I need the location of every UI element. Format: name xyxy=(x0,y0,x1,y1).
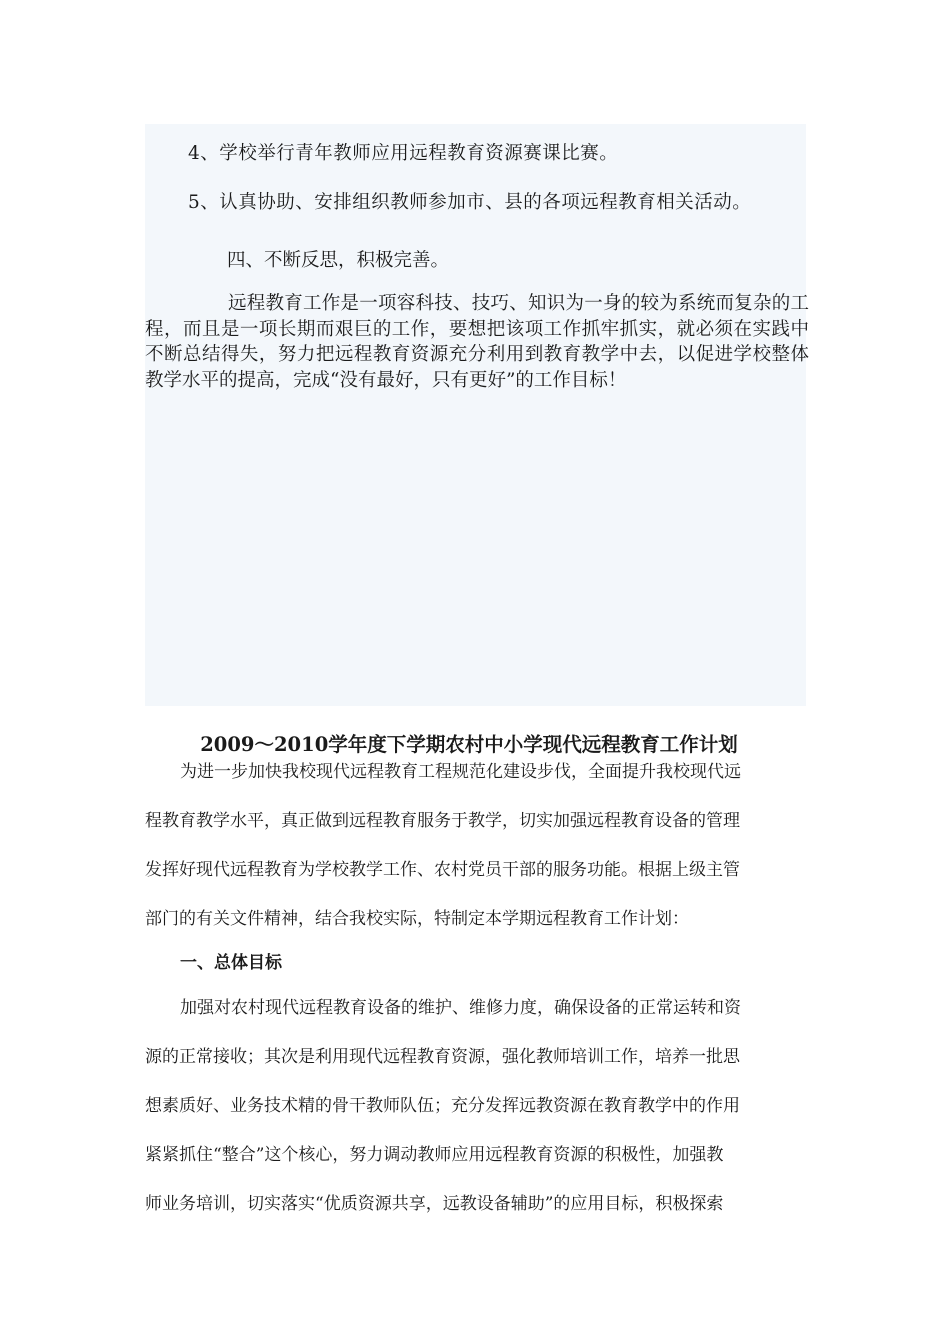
list-item-4: 4、学校举行青年教师应用远程教育资源赛课比赛。 xyxy=(188,143,619,164)
goal-line: 源的正常接收；其次是利用现代远程教育资源，强化教师培训工作，培养一批思 xyxy=(145,1047,740,1067)
intro-line: 发挥好现代远程教育为学校教学工作、农村党员干部的服务功能。根据上级主管 xyxy=(145,860,740,880)
goal-line: 加强对农村现代远程教育设备的维护、维修力度，确保设备的正常运转和资 xyxy=(180,998,741,1018)
plan-title-text: 2009～2010学年度下学期农村中小学现代远程教育工作计划 xyxy=(200,733,738,756)
intro-line: 程教育教学水平，真正做到远程教育服务于教学，切实加强远程教育设备的管理 xyxy=(145,811,740,831)
goal-line: 想素质好、业务技术精的骨干教师队伍；充分发挥远教资源在教育教学中的作用 xyxy=(145,1096,740,1116)
summary-paragraph: 远程教育工作是一项容科技、技巧、知识为一身的较为系统而复杂的工程，而且是一项长期而艰巨的工作，要想把该项工作抓牢抓实，就必须在实践中不断总结得失，努力把远程教育资源充分利用到教育教学中去，以促进学校整体教学水平的提高，完成“没有最好，只有更好”的工作目标！ xyxy=(145,293,809,391)
list-item-5: 5、认真协助、安排组织教师参加市、县的各项远程教育相关活动。 xyxy=(188,192,752,213)
section-heading-4: 四、不断反思，积极完善。 xyxy=(227,250,450,271)
plan-title xyxy=(0,729,950,757)
heading-overall-goal: 一、总体目标 xyxy=(180,953,282,973)
goal-line: 师业务培训，切实落实“优质资源共享，远教设备辅助”的应用目标，积极探索 xyxy=(145,1194,724,1214)
goal-line: 紧紧抓住“整合”这个核心，努力调动教师应用远程教育资源的积极性，加强教 xyxy=(145,1145,724,1165)
intro-line: 部门的有关文件精神，结合我校实际，特制定本学期远程教育工作计划： xyxy=(145,909,689,929)
intro-line: 为进一步加快我校现代远程教育工程规范化建设步伐，全面提升我校现代远 xyxy=(180,762,741,782)
